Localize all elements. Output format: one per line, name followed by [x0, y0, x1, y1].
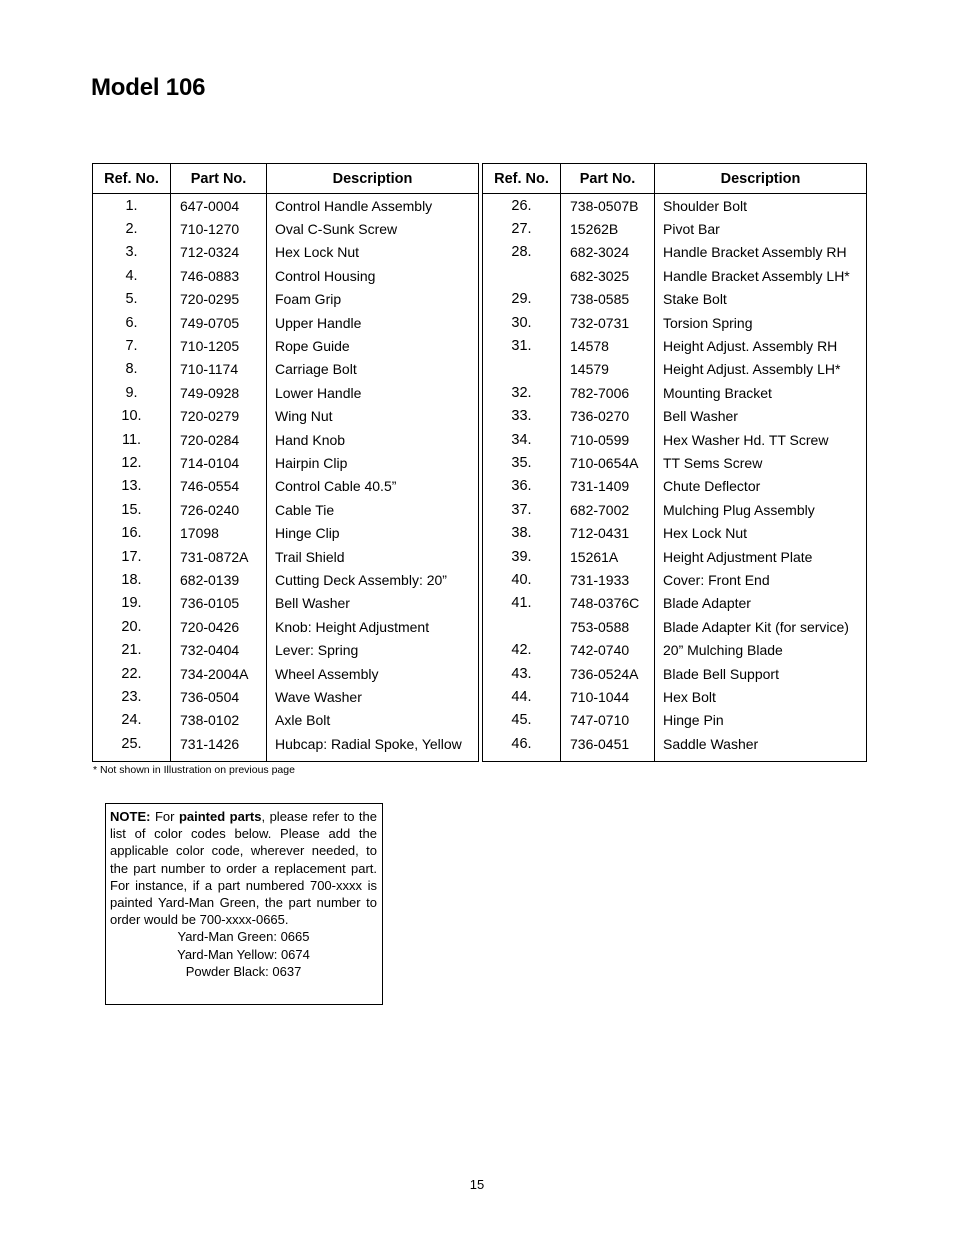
description-cell: Oval C-Sunk Screw — [267, 217, 479, 240]
ref-no-cell: 40. — [483, 568, 561, 591]
description-cell: Stake Bolt — [655, 288, 867, 311]
part-no-cell: 720-0284 — [171, 428, 267, 451]
ref-no-cell: 36. — [483, 475, 561, 498]
header-description: Description — [267, 164, 479, 194]
table-row — [483, 451, 867, 474]
ref-no-cell: 24. — [93, 709, 171, 732]
description-cell: Hinge Clip — [267, 521, 479, 544]
table-row — [93, 662, 479, 685]
part-no-cell: 732-0404 — [171, 638, 267, 661]
table-row — [483, 732, 867, 762]
table-row — [93, 194, 479, 218]
table-row — [93, 545, 479, 568]
description-cell: Trail Shield — [267, 545, 479, 568]
table-row — [483, 217, 867, 240]
table-row — [93, 592, 479, 615]
header-part-no: Part No. — [171, 164, 267, 194]
part-no-cell: 736-0504 — [171, 685, 267, 708]
ref-no-cell — [483, 615, 561, 638]
table-row — [483, 428, 867, 451]
table-row — [93, 498, 479, 521]
description-cell: Bell Washer — [655, 405, 867, 428]
note-bold-text: painted parts — [178, 809, 262, 824]
part-no-cell: 748-0376C — [561, 592, 655, 615]
table-row — [93, 638, 479, 661]
table-row — [483, 194, 867, 218]
part-no-cell: 749-0705 — [171, 311, 267, 334]
description-cell: Control Cable 40.5” — [267, 475, 479, 498]
description-cell: Rope Guide — [267, 334, 479, 357]
ref-no-cell: 2. — [93, 217, 171, 240]
description-cell: Shoulder Bolt — [655, 194, 867, 218]
part-no-cell: 746-0554 — [171, 475, 267, 498]
description-cell: Lever: Spring — [267, 638, 479, 661]
part-no-cell: 682-3025 — [561, 264, 655, 287]
part-no-cell: 736-0270 — [561, 405, 655, 428]
parts-table-left — [92, 163, 479, 762]
note-label: NOTE: — [110, 809, 151, 824]
part-no-cell: 738-0102 — [171, 709, 267, 732]
note-text-2: , please refer to the list of color codes below. Please add the applicable color code, wherever needed, to the part number to order a replacement part. For instance, if a part numbered 700-xxxx is painted Yard-Man Green, the part number to order would be 700-xxxx-0665. — [110, 809, 378, 928]
description-cell: Cover: Front End — [655, 568, 867, 591]
table-row — [483, 615, 867, 638]
part-no-cell: 710-1174 — [171, 358, 267, 381]
description-cell: Mulching Plug Assembly — [655, 498, 867, 521]
description-cell: Foam Grip — [267, 288, 479, 311]
description-cell: Lower Handle — [267, 381, 479, 404]
table-row — [93, 568, 479, 591]
header-ref-no: Ref. No. — [93, 164, 171, 194]
ref-no-cell: 32. — [483, 381, 561, 404]
table-row — [93, 709, 479, 732]
part-no-cell: 782-7006 — [561, 381, 655, 404]
table-row — [93, 334, 479, 357]
table-row — [483, 311, 867, 334]
description-cell: Handle Bracket Assembly LH* — [655, 264, 867, 287]
table-row — [483, 498, 867, 521]
table-row — [483, 662, 867, 685]
note-text — [110, 808, 377, 928]
table-row — [93, 264, 479, 287]
ref-no-cell: 23. — [93, 685, 171, 708]
description-cell: Control Housing — [267, 264, 479, 287]
part-no-cell: 726-0240 — [171, 498, 267, 521]
table-row — [483, 709, 867, 732]
ref-no-cell: 34. — [483, 428, 561, 451]
description-cell: Saddle Washer — [655, 732, 867, 762]
table-row — [483, 638, 867, 661]
part-no-cell: 736-0451 — [561, 732, 655, 762]
part-no-cell: 720-0295 — [171, 288, 267, 311]
footnote: * Not shown in Illustration on previous page — [93, 764, 295, 776]
part-no-cell: 710-0654A — [561, 451, 655, 474]
description-cell: Height Adjust. Assembly LH* — [655, 358, 867, 381]
table-row — [483, 334, 867, 357]
description-cell: Chute Deflector — [655, 475, 867, 498]
table-row — [93, 311, 479, 334]
ref-no-cell: 13. — [93, 475, 171, 498]
header-description: Description — [655, 164, 867, 194]
description-cell: Torsion Spring — [655, 311, 867, 334]
header-ref-no: Ref. No. — [483, 164, 561, 194]
ref-no-cell: 45. — [483, 709, 561, 732]
part-no-cell: 710-1044 — [561, 685, 655, 708]
part-no-cell: 736-0524A — [561, 662, 655, 685]
ref-no-cell: 42. — [483, 638, 561, 661]
color-code-black: Powder Black: 0637 — [185, 963, 302, 979]
table-row — [483, 264, 867, 287]
table-row — [93, 358, 479, 381]
table-row — [93, 685, 479, 708]
description-cell: Bell Washer — [267, 592, 479, 615]
page-title: Model 106 — [91, 74, 206, 101]
part-no-cell: 731-1933 — [561, 568, 655, 591]
part-no-cell: 14578 — [561, 334, 655, 357]
description-cell: Hand Knob — [267, 428, 479, 451]
table-row — [483, 545, 867, 568]
description-cell: Mounting Bracket — [655, 381, 867, 404]
ref-no-cell: 9. — [93, 381, 171, 404]
ref-no-cell: 1. — [93, 194, 171, 218]
ref-no-cell: 35. — [483, 451, 561, 474]
header-part-no: Part No. — [561, 164, 655, 194]
part-no-cell: 736-0105 — [171, 592, 267, 615]
description-cell: Knob: Height Adjustment — [267, 615, 479, 638]
part-no-cell: 710-0599 — [561, 428, 655, 451]
ref-no-cell: 27. — [483, 217, 561, 240]
ref-no-cell: 29. — [483, 288, 561, 311]
part-no-cell: 731-1409 — [561, 475, 655, 498]
description-cell: Cable Tie — [267, 498, 479, 521]
description-cell: Height Adjust. Assembly RH — [655, 334, 867, 357]
table-row — [93, 428, 479, 451]
table-row — [93, 288, 479, 311]
description-cell: Hex Lock Nut — [267, 241, 479, 264]
ref-no-cell: 26. — [483, 194, 561, 218]
description-cell: Hex Bolt — [655, 685, 867, 708]
description-cell: Blade Adapter — [655, 592, 867, 615]
part-no-cell: 712-0431 — [561, 521, 655, 544]
part-no-cell: 710-1270 — [171, 217, 267, 240]
part-no-cell: 742-0740 — [561, 638, 655, 661]
description-cell: Wave Washer — [267, 685, 479, 708]
part-no-cell: 720-0426 — [171, 615, 267, 638]
page-number: 15 — [469, 1177, 485, 1192]
table-row — [93, 475, 479, 498]
part-no-cell: 647-0004 — [171, 194, 267, 218]
description-cell: Hex Washer Hd. TT Screw — [655, 428, 867, 451]
part-no-cell: 731-0872A — [171, 545, 267, 568]
part-no-cell: 15262B — [561, 217, 655, 240]
table-row — [483, 475, 867, 498]
ref-no-cell: 5. — [93, 288, 171, 311]
table-row — [93, 241, 479, 264]
table-row — [93, 405, 479, 428]
table-row — [93, 732, 479, 762]
description-cell: Carriage Bolt — [267, 358, 479, 381]
table-row — [93, 615, 479, 638]
ref-no-cell — [483, 358, 561, 381]
color-code-green: Yard-Man Green: 0665 — [177, 929, 310, 945]
description-cell: TT Sems Screw — [655, 451, 867, 474]
part-no-cell: 15261A — [561, 545, 655, 568]
part-no-cell: 749-0928 — [171, 381, 267, 404]
table-row — [483, 358, 867, 381]
part-no-cell: 738-0507B — [561, 194, 655, 218]
part-no-cell: 17098 — [171, 521, 267, 544]
parts-table-right — [482, 163, 867, 762]
color-code-yellow: Yard-Man Yellow: 0674 — [177, 946, 310, 962]
table-row — [93, 521, 479, 544]
ref-no-cell: 17. — [93, 545, 171, 568]
table-header-row — [93, 164, 479, 194]
description-cell: Wing Nut — [267, 405, 479, 428]
part-no-cell: 682-7002 — [561, 498, 655, 521]
ref-no-cell: 28. — [483, 241, 561, 264]
table-header-row — [483, 164, 867, 194]
description-cell: Wheel Assembly — [267, 662, 479, 685]
table-row — [483, 405, 867, 428]
description-cell: Pivot Bar — [655, 217, 867, 240]
ref-no-cell: 44. — [483, 685, 561, 708]
table-row — [483, 521, 867, 544]
description-cell: 20” Mulching Blade — [655, 638, 867, 661]
table-row — [483, 241, 867, 264]
ref-no-cell — [483, 264, 561, 287]
ref-no-cell: 8. — [93, 358, 171, 381]
ref-no-cell: 38. — [483, 521, 561, 544]
table-row — [483, 288, 867, 311]
part-no-cell: 731-1426 — [171, 732, 267, 762]
description-cell: Cutting Deck Assembly: 20” — [267, 568, 479, 591]
ref-no-cell: 21. — [93, 638, 171, 661]
part-no-cell: 738-0585 — [561, 288, 655, 311]
ref-no-cell: 18. — [93, 568, 171, 591]
description-cell: Axle Bolt — [267, 709, 479, 732]
ref-no-cell: 15. — [93, 498, 171, 521]
note-text-1: For — [150, 809, 179, 824]
ref-no-cell: 6. — [93, 311, 171, 334]
description-cell: Control Handle Assembly — [267, 194, 479, 218]
description-cell: Hex Lock Nut — [655, 521, 867, 544]
painted-parts-note — [105, 803, 383, 1005]
part-no-cell: 720-0279 — [171, 405, 267, 428]
part-no-cell: 710-1205 — [171, 334, 267, 357]
description-cell: Hairpin Clip — [267, 451, 479, 474]
ref-no-cell: 31. — [483, 334, 561, 357]
ref-no-cell: 37. — [483, 498, 561, 521]
table-row — [483, 592, 867, 615]
part-no-cell: 732-0731 — [561, 311, 655, 334]
table-row — [483, 381, 867, 404]
ref-no-cell: 20. — [93, 615, 171, 638]
ref-no-cell: 30. — [483, 311, 561, 334]
description-cell: Blade Bell Support — [655, 662, 867, 685]
table-row — [93, 381, 479, 404]
part-no-cell: 14579 — [561, 358, 655, 381]
part-no-cell: 682-0139 — [171, 568, 267, 591]
part-no-cell: 682-3024 — [561, 241, 655, 264]
ref-no-cell: 4. — [93, 264, 171, 287]
ref-no-cell: 43. — [483, 662, 561, 685]
ref-no-cell: 12. — [93, 451, 171, 474]
ref-no-cell: 33. — [483, 405, 561, 428]
ref-no-cell: 39. — [483, 545, 561, 568]
description-cell: Upper Handle — [267, 311, 479, 334]
part-no-cell: 747-0710 — [561, 709, 655, 732]
part-no-cell: 734-2004A — [171, 662, 267, 685]
description-cell: Hinge Pin — [655, 709, 867, 732]
ref-no-cell: 25. — [93, 732, 171, 762]
ref-no-cell: 19. — [93, 592, 171, 615]
description-cell: Handle Bracket Assembly RH — [655, 241, 867, 264]
description-cell: Height Adjustment Plate — [655, 545, 867, 568]
part-no-cell: 746-0883 — [171, 264, 267, 287]
part-no-cell: 714-0104 — [171, 451, 267, 474]
ref-no-cell: 3. — [93, 241, 171, 264]
ref-no-cell: 10. — [93, 405, 171, 428]
table-row — [483, 685, 867, 708]
ref-no-cell: 22. — [93, 662, 171, 685]
part-no-cell: 712-0324 — [171, 241, 267, 264]
part-no-cell: 753-0588 — [561, 615, 655, 638]
table-row — [93, 451, 479, 474]
ref-no-cell: 7. — [93, 334, 171, 357]
description-cell: Blade Adapter Kit (for service) — [655, 615, 867, 638]
table-row — [483, 568, 867, 591]
ref-no-cell: 11. — [93, 428, 171, 451]
table-row — [93, 217, 479, 240]
ref-no-cell: 46. — [483, 732, 561, 762]
description-cell: Hubcap: Radial Spoke, Yellow — [267, 732, 479, 762]
ref-no-cell: 41. — [483, 592, 561, 615]
ref-no-cell: 16. — [93, 521, 171, 544]
